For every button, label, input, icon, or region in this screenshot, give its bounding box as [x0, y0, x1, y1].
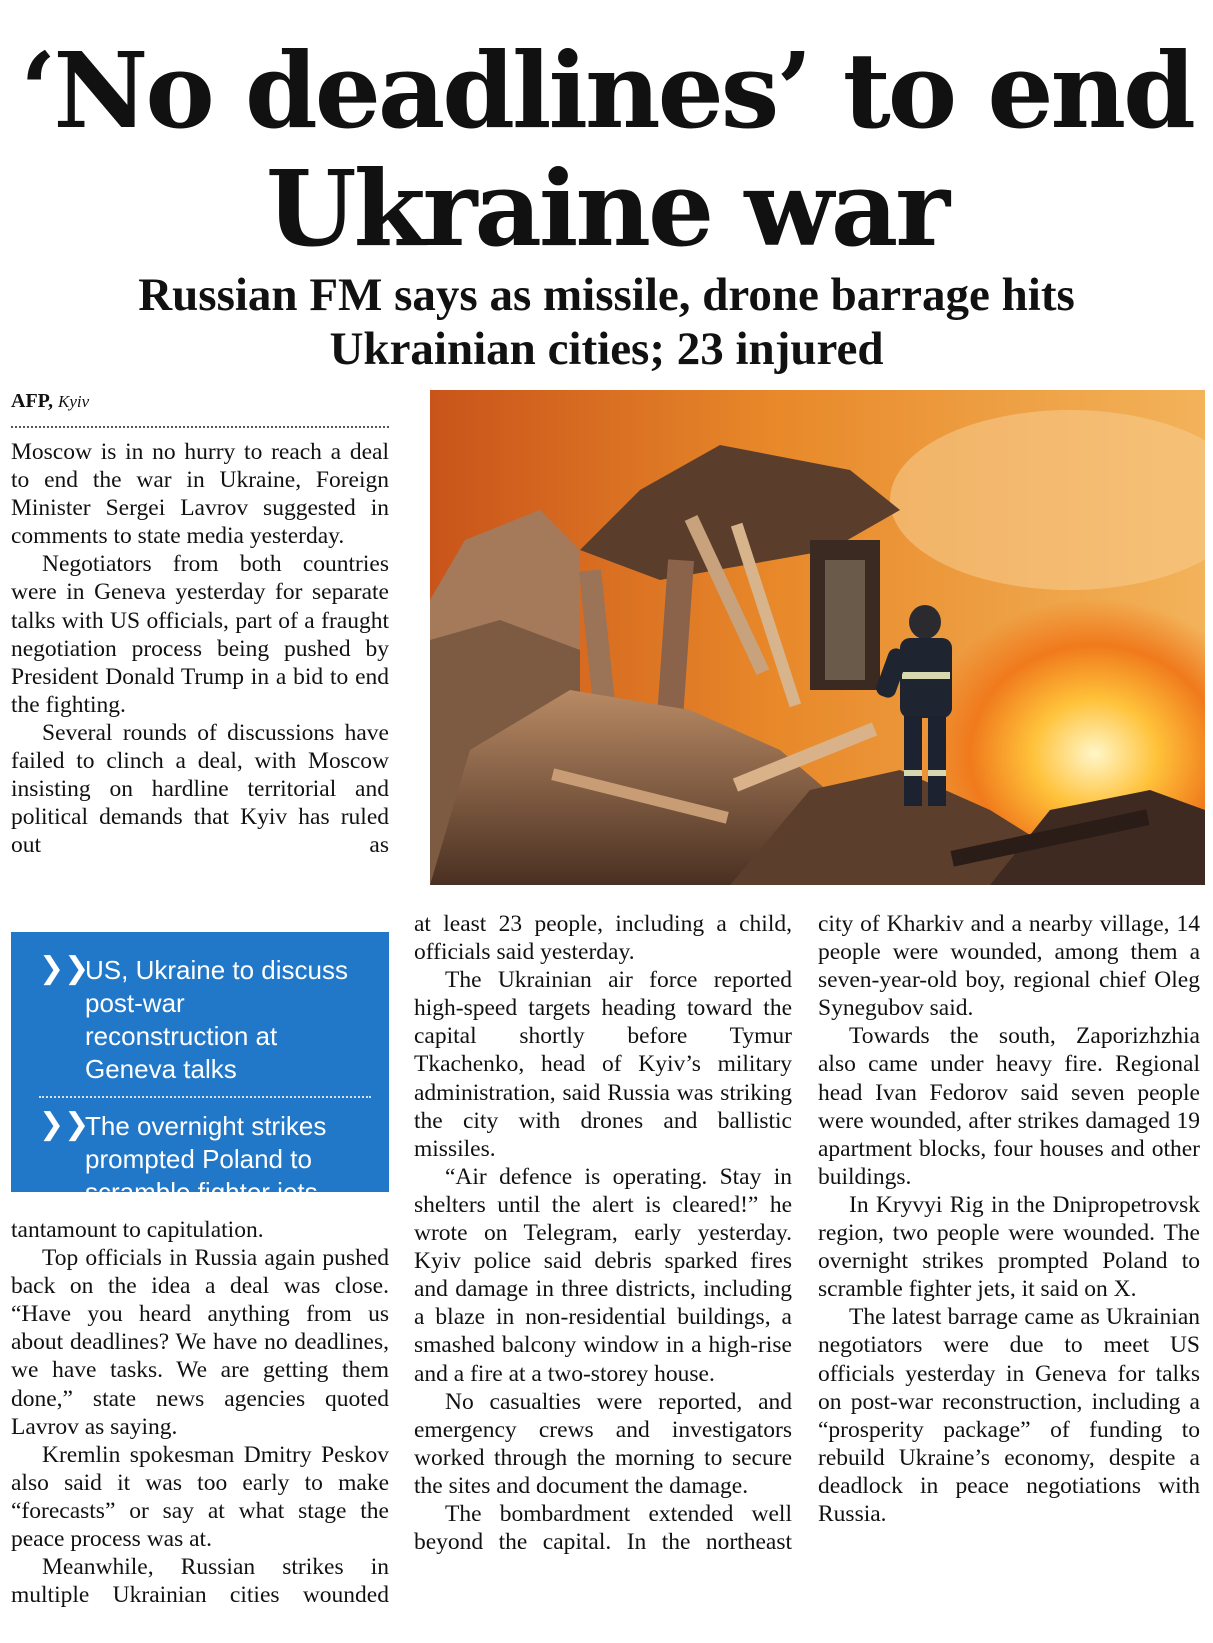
paragraph: tantamount to capitulation.	[11, 1217, 264, 1243]
highlights-divider	[39, 1096, 371, 1098]
byline-location: Kyiv	[58, 392, 90, 411]
highlight-item	[39, 1107, 371, 1209]
paragraph: Towards the south, Zaporizhzhia also came under heavy fire. Regional head Ivan Fedorov said seven people were wounded, after strikes damaged 19 apartment blocks, four houses and other buildings.	[818, 1023, 1200, 1190]
subheadline	[0, 268, 1213, 376]
byline-agency: AFP,	[11, 390, 54, 412]
article-column-1-bottom	[11, 1216, 389, 1609]
byline-divider	[11, 426, 389, 428]
headline-line-2: Ukraine war	[265, 147, 948, 270]
double-chevron-right-icon: ❯❯	[39, 951, 90, 986]
highlight-text: US, Ukraine to discuss post-war reconstruction at Geneva talks	[85, 955, 348, 1084]
paragraph: Several rounds of discussions have failed to clinch a deal, with Moscow insisting on hardline territorial and political demands that Kyiv has ruled out as	[11, 719, 389, 859]
article-column-2	[414, 910, 792, 1556]
paragraph: No casualties were reported, and emergency crews and investigators worked through the morning to secure the sites and document the damage.	[414, 1388, 792, 1499]
byline	[11, 389, 389, 414]
fire-scene-illustration	[430, 390, 1205, 885]
paragraph: In Kryvyi Rig in the Dnipropetrovsk region, two people were wounded. The overnight strikes prompted Poland to scramble fighter jets, it said on X.	[818, 1191, 1200, 1303]
paragraph: The Ukrainian air force reported high-speed targets heading toward the capital shortly before Tymur Tkachenko, head of Kyiv’s military administration, said Russia was striking the city with drones and ballistic missiles.	[414, 967, 792, 1162]
article-column-1-top	[11, 438, 389, 859]
paragraph: at least 23 people, including a child, officials said yesterday.	[414, 911, 792, 966]
headline-line-1: ‘No deadlines’ to end	[20, 29, 1193, 152]
paragraph: Negotiators from both countries were in Geneva yesterday for separate talks with US officials, part of a fraught negotiation process being pushed by President Donald Trump in a bid to end the fighting.	[11, 551, 389, 718]
paragraph: Kremlin spokesman Dmitry Peskov also said it was too early to make “forecasts” or say at what stage the peace process was at.	[11, 1441, 389, 1553]
paragraph: The latest barrage came as Ukrainian negotiators were due to meet US officials yesterday in Geneva for talks on post-war reconstruction, including a “prosperity package” of funding to rebuild Ukraine’s economy, despite a deadlock in peace negotiations with Russia.	[818, 1304, 1200, 1527]
article-column-3	[818, 910, 1200, 1528]
highlights-box	[11, 932, 389, 1207]
news-photo-destroyed-house-firefighter	[430, 390, 1205, 885]
paragraph: “Air defence is operating. Stay in shelters until the alert is cleared!” he wrote on Telegram, early yesterday. Kyiv police said debris sparked fires and damage in three districts, including a blaze in non-residential buildings, a smashed balcony window in a high-rise and a fire at a two-storey house.	[414, 1163, 792, 1387]
subheadline-line-2: Ukrainian cities; 23 injured	[329, 323, 884, 375]
paragraph: Moscow is in no hurry to reach a deal to end the war in Ukraine, Foreign Minister Sergei Lavrov suggested in comments to state media yesterday.	[11, 439, 389, 550]
double-chevron-right-icon: ❯❯	[39, 1107, 90, 1142]
highlight-text: The overnight strikes prompted Poland to scramble fighter jets	[85, 1111, 327, 1207]
paragraph: Meanwhile, Russian strikes in multiple Ukrainian cities wounded	[11, 1554, 389, 1609]
paragraph: The bombardment extended well beyond the capital. In the northeast	[414, 1500, 792, 1556]
highlight-item	[39, 951, 371, 1086]
headline	[0, 29, 1213, 270]
paragraph: Top officials in Russia again pushed back on the idea a deal was close. “Have you heard anything from us about deadlines? We have no deadlines, we have tasks. We are getting them done,” state news agencies quoted Lavrov as saying.	[11, 1245, 389, 1440]
subheadline-line-1: Russian FM says as missile, drone barrage hits	[138, 269, 1075, 321]
paragraph: city of Kharkiv and a nearby village, 14 people were wounded, among them a seven-year-old boy, regional chief Oleg Synegubov said.	[818, 911, 1200, 1022]
